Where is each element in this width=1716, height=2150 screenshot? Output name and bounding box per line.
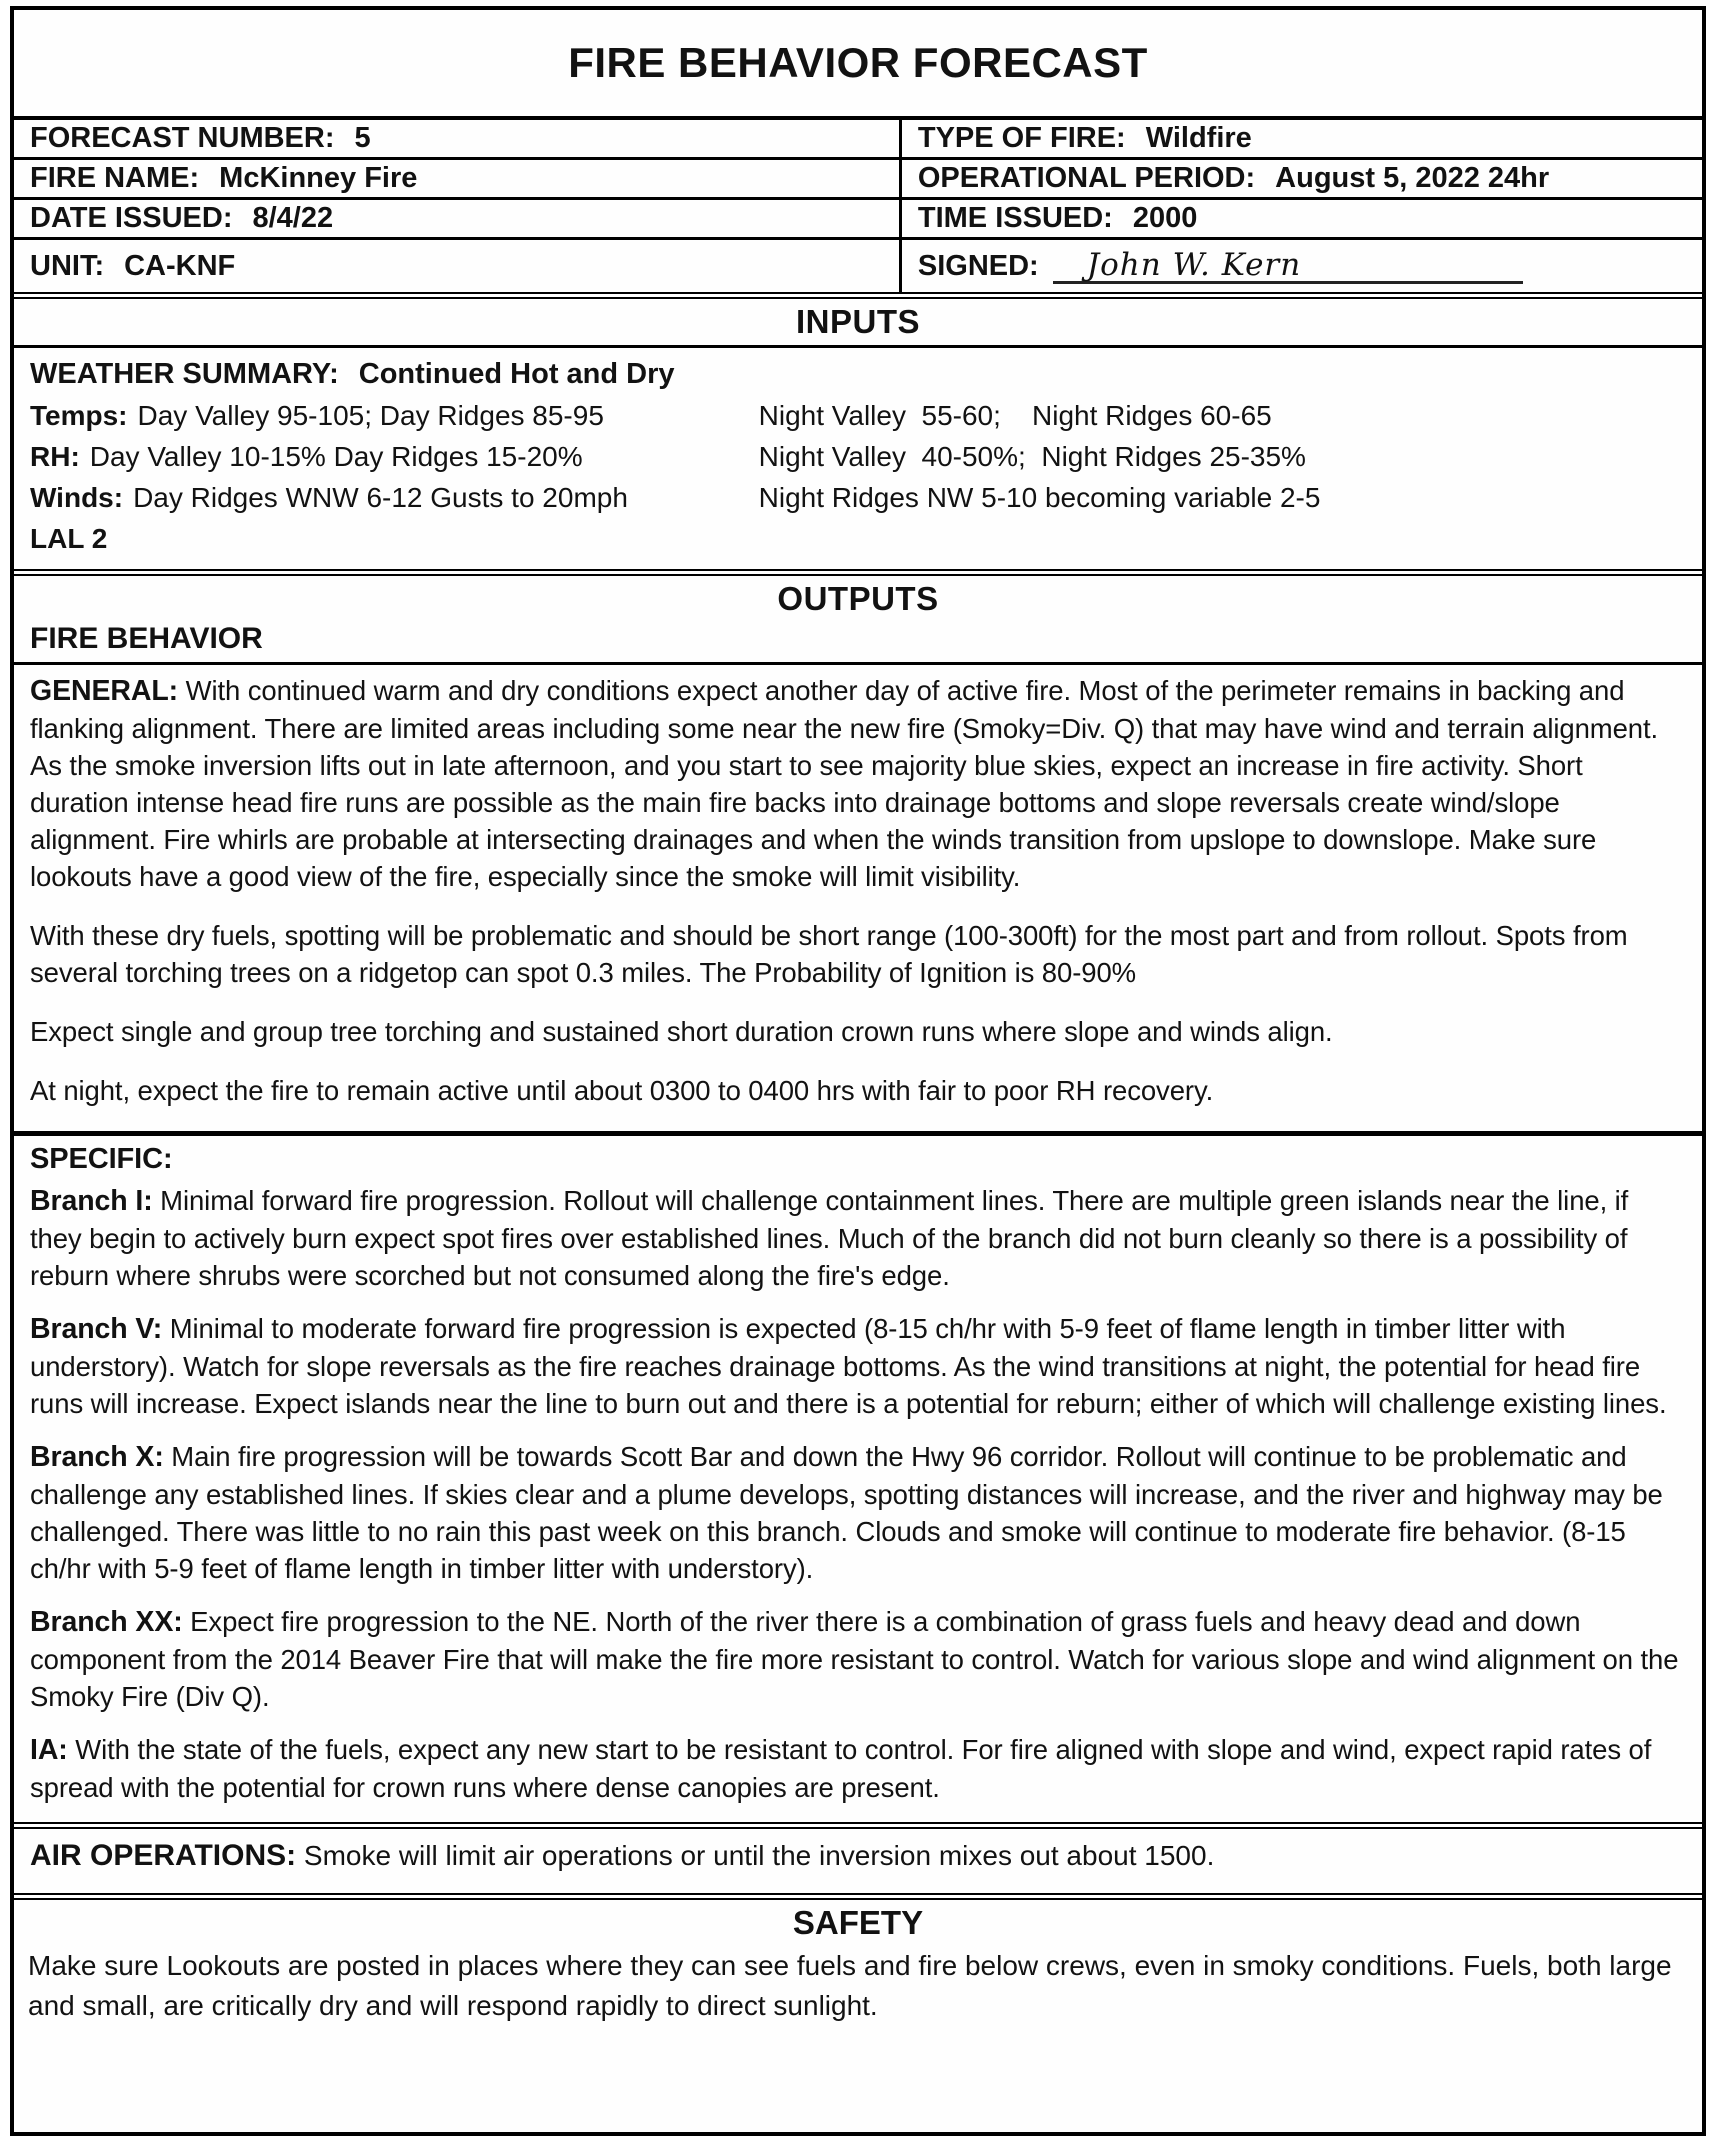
weather-day-cell <box>30 477 759 518</box>
weather-day-value: Day Ridges WNW 6-12 Gusts to 20mph <box>133 482 628 513</box>
lal-value: LAL 2 <box>30 523 108 554</box>
field-value: 5 <box>354 122 371 154</box>
weather-day-value: Day Valley 10-15% Day Ridges 15-20% <box>89 441 583 472</box>
weather-row-label: Temps: <box>30 400 128 431</box>
general-paragraph-1: GENERAL: With continued warm and dry conditions expect another day of active fire. Most of the perimeter remains in backing and flanking alignment. There are limited areas including some near the new fire (Smoky=Div. Q) that may have wind and terrain alignment. As the smoke inversion lifts out in late afternoon, and you start to see majority blue skies, expect an increase in fire activity. Short duration intense head fire runs are possible as the main fire backs into drainage bottoms and slope reversals create wind/slope alignment. Fire whirls are probable at intersecting drainages and when the winds transition from upslope to downslope. Make sure lookouts have a good view of the fire, especially since the smoke will limit visibility. <box>30 675 1659 892</box>
field-label: UNIT: <box>30 249 105 282</box>
field-label: FIRE NAME: <box>30 162 200 194</box>
general-paragraph-2: With these dry fuels, spotting will be problematic and should be short range (100-300ft) for the most part and from rollout. Spots from several torching trees on a ridgetop can spot 0.3 miles. The Probability of Ignition is 80-90% <box>30 920 1628 988</box>
weather-day-cell <box>30 395 759 436</box>
field-label: TIME ISSUED: <box>917 202 1113 234</box>
general-paragraph-4: At night, expect the fire to remain active until about 0300 to 0400 hrs with fair to poor RH recovery. <box>30 1075 1214 1106</box>
general-paragraph-3: Expect single and group tree torching and sustained short duration crown runs where slope and winds align. <box>30 1016 1333 1047</box>
weather-night-cell: Night Valley 55-60; Night Ridges 60-65 <box>758 400 1272 431</box>
branch-xx-paragraph: Branch XX: Expect fire progression to the NE. North of the river there is a combination of grass fuels and heavy dead and down component from the 2014 Beaver Fire that will make the fire more resistant to control. Watch for various slope and wind alignment on the Smoky Fire (Div Q). <box>30 1606 1679 1712</box>
ia-label: IA: <box>30 1734 68 1766</box>
weather-row-temps <box>30 395 1686 436</box>
safety-header: SAFETY <box>792 1904 924 1941</box>
air-operations-section <box>14 1829 1702 1900</box>
weather-summary-label: WEATHER SUMMARY: <box>30 358 339 390</box>
weather-row-label: Winds: <box>30 482 124 513</box>
weather-summary-value: Continued Hot and Dry <box>358 358 675 390</box>
field-operational-period <box>902 160 1702 200</box>
safety-section <box>14 1900 1702 2132</box>
branch-i-paragraph: Branch I: Minimal forward fire progression. Rollout will challenge containment lines. There are multiple green islands near the line, if they begin to actively burn expect spot fires over established lines. Much of the branch did not burn cleanly so there is a possibility of reburn where shrubs were scorched but not consumed along the fire's edge. <box>30 1185 1629 1291</box>
field-value: 8/4/22 <box>252 202 334 234</box>
branch-v-paragraph: Branch V: Minimal to moderate forward fire progression is expected (8-15 ch/hr with 5-9 feet of flame length in timber litter with understory). Watch for slope reversals as the fire reaches drainage bottoms. As the wind transitions at night, the potential for head fire runs will increase. Expect islands near the line to burn out and there is a potential for reburn; either of which will challenge existing lines. <box>30 1313 1667 1419</box>
ia-paragraph: IA: With the state of the fuels, expect any new start to be resistant to control. For fire aligned with slope and wind, expect rapid rates of spread with the potential for crown runs where dense canopies are present. <box>30 1734 1652 1803</box>
general-label: GENERAL: <box>30 675 179 707</box>
branch-x-paragraph: Branch X: Main fire progression will be towards Scott Bar and down the Hwy 96 corridor. Rollout will continue to be problematic and challenge any established lines. If skies clear and a plume develops, spotting distances will increase, and the river and highway may be challenged. There was little to no rain this past week on this branch. Clouds and smoke will continue to moderate fire behavior. (8-15 ch/hr with 5-9 feet of flame length in timber litter with understory). <box>30 1441 1663 1584</box>
field-value: 2000 <box>1132 202 1198 234</box>
weather-row-rh <box>30 436 1686 477</box>
inputs-section-header <box>14 299 1702 348</box>
title-row <box>14 10 1702 120</box>
general-section <box>14 665 1702 1136</box>
header-info-table <box>14 120 1702 299</box>
air-operations-text: Smoke will limit air operations or until the inversion mixes out about 1500. <box>303 1840 1215 1871</box>
field-label: FORECAST NUMBER: <box>30 122 335 154</box>
field-label: OPERATIONAL PERIOD: <box>917 162 1256 194</box>
field-fire-name <box>14 160 902 200</box>
branch-label: Branch V: <box>30 1313 163 1345</box>
outputs-header-label: OUTPUTS <box>777 580 939 617</box>
field-value: Wildfire <box>1145 122 1252 154</box>
weather-day-value: Day Valley 95-105; Day Ridges 85-95 <box>137 400 604 431</box>
field-date-issued <box>14 200 902 240</box>
weather-day-cell <box>30 436 759 477</box>
weather-summary-title <box>30 354 1686 395</box>
safety-text: Make sure Lookouts are posted in places where they can see fuels and fire below crews, even in smoky conditions. Fuels, both large and small, are critically dry and will respond rapidly to direct sunlight. <box>28 1950 1672 2021</box>
branch-label: Branch XX: <box>30 1606 183 1638</box>
field-label: DATE ISSUED: <box>30 202 233 234</box>
weather-night-cell: Night Ridges NW 5-10 becoming variable 2-5 <box>758 482 1321 513</box>
weather-row-winds <box>30 477 1686 518</box>
field-unit <box>14 240 902 292</box>
fire-behavior-heading: FIRE BEHAVIOR <box>14 622 1702 665</box>
specific-label: SPECIFIC: <box>30 1143 173 1175</box>
field-value: CA-KNF <box>124 249 236 282</box>
field-value: August 5, 2022 24hr <box>1275 162 1550 194</box>
specific-section <box>14 1136 1702 1829</box>
field-value: McKinney Fire <box>219 162 418 194</box>
inputs-header-label: INPUTS <box>795 303 920 340</box>
outputs-section-header <box>14 576 1702 622</box>
air-operations-label: AIR OPERATIONS: <box>30 1839 297 1872</box>
field-forecast-number <box>14 120 902 160</box>
branch-label: Branch I: <box>30 1185 153 1217</box>
document-page <box>10 6 1706 2136</box>
weather-summary-section <box>14 348 1702 576</box>
field-time-issued <box>902 200 1702 240</box>
branch-label: Branch X: <box>30 1441 164 1473</box>
signature: John W. Kern <box>1086 247 1302 283</box>
weather-night-cell: Night Valley 40-50%; Night Ridges 25-35% <box>758 441 1306 472</box>
weather-row-label: RH: <box>30 441 80 472</box>
field-label: TYPE OF FIRE: <box>917 122 1126 154</box>
field-signed <box>902 240 1702 292</box>
page-title: FIRE BEHAVIOR FORECAST <box>568 39 1148 86</box>
field-label: SIGNED: <box>917 249 1039 282</box>
field-type-of-fire <box>902 120 1702 160</box>
signature-line <box>1053 248 1523 284</box>
